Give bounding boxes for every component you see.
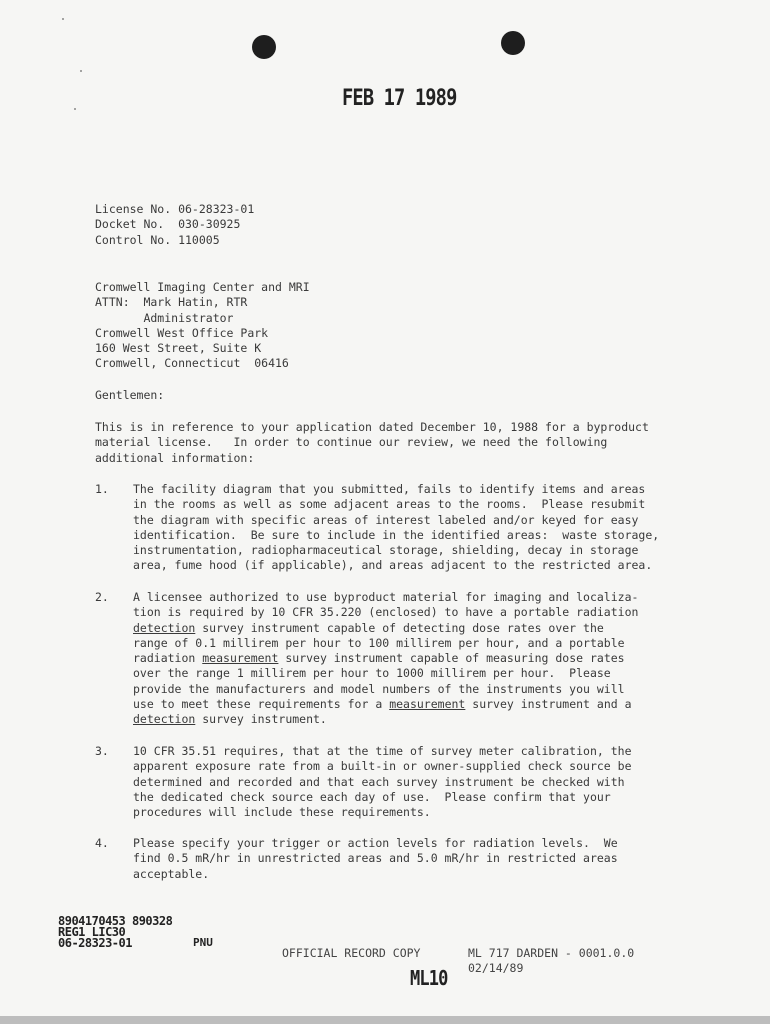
intro-line: material license. In order to continue our review, we need the following <box>95 435 608 450</box>
item-line: in the rooms as well as some adjacent areas to the rooms. Please resubmit <box>133 497 646 512</box>
item-line: acceptable. <box>133 866 210 881</box>
item-line: over the range 1 millirem per hour to 1000 millirem per hour. Please <box>133 666 611 681</box>
salutation-text: Gentlemen: <box>95 388 165 402</box>
control-id-line: 8904170453 890328 <box>58 914 173 928</box>
item-line: detection survey instrument. <box>133 712 327 727</box>
item-number: 3. <box>95 744 109 758</box>
control-id-line: 06-28323-01 <box>58 936 132 950</box>
item-line: use to meet these requirements for a measurement survey instrument and a <box>133 697 632 712</box>
received-date-stamp: FEB 17 1989 <box>342 86 457 111</box>
intro-line: This is in reference to your application dated December 10, 1988 for a byproduct <box>95 420 649 434</box>
scan-edge <box>0 1016 770 1024</box>
address-line: 160 West Street, Suite K <box>95 341 262 356</box>
punch-hole-left <box>252 35 276 59</box>
item-body <box>133 744 632 820</box>
item-line: determined and recorded and that each survey instrument be checked with <box>133 774 625 789</box>
item-line: find 0.5 mR/hr in unrestricted areas and 5.0 mR/hr in restricted areas <box>133 851 618 866</box>
address-line: Cromwell West Office Park <box>95 325 269 340</box>
address-line: Administrator <box>95 310 234 325</box>
reference-date: 02/14/89 <box>468 961 524 975</box>
ml-stamp: ML10 <box>410 966 448 990</box>
item-line: detection survey instrument capable of detecting dose rates over the <box>133 620 604 635</box>
item-number: 2. <box>95 590 109 604</box>
item-line: 10 CFR 35.51 requires, that at the time of survey meter calibration, the <box>133 744 632 758</box>
docket-number: Docket No. 030-30925 <box>95 217 241 232</box>
address-line: Cromwell, Connecticut 06416 <box>95 356 289 371</box>
scan-speck <box>62 18 64 20</box>
item-line: instrumentation, radiopharmaceutical storage, shielding, decay in storage <box>133 543 639 558</box>
official-record-label: OFFICIAL RECORD COPY <box>282 946 421 960</box>
license-number: License No. 06-28323-01 <box>95 202 255 216</box>
document-reference <box>468 946 634 976</box>
item-line: tion is required by 10 CFR 35.220 (enclosed) to have a portable radiation <box>133 605 639 620</box>
salutation <box>95 388 164 403</box>
item-line: area, fume hood (if applicable), and areas adjacent to the restricted area. <box>133 558 653 573</box>
item-body <box>133 590 638 728</box>
item-line: procedures will include these requirements. <box>133 805 431 820</box>
control-number: Control No. 110005 <box>95 232 220 247</box>
scan-speck <box>80 70 82 72</box>
recipient-address <box>95 280 310 372</box>
reference-line: ML 717 DARDEN - 0001.0.0 <box>468 946 635 960</box>
item-body <box>133 836 618 882</box>
item-line: provide the manufacturers and model numbers of the instruments you will <box>133 681 625 696</box>
item-line: the dedicated check source each day of use. Please confirm that your <box>133 789 611 804</box>
item-number: 4. <box>95 836 109 850</box>
intro-line: additional information: <box>95 450 255 465</box>
item-line: The facility diagram that you submitted, fails to identify items and areas <box>133 482 646 496</box>
item-line: apparent exposure rate from a built-in or owner-supplied check source be <box>133 759 632 774</box>
item-line: Please specify your trigger or action levels for radiation levels. We <box>133 836 618 850</box>
item-line: A licensee authorized to use byproduct material for imaging and localiza- <box>133 590 639 604</box>
item-number: 1. <box>95 482 109 496</box>
item-body <box>133 482 659 574</box>
reference-numbers <box>95 202 254 248</box>
document-control-number <box>58 916 172 949</box>
item-line: radiation measurement survey instrument capable of measuring dose rates <box>133 651 625 666</box>
control-id-line: REG1 LIC30 <box>58 925 126 939</box>
address-line: ATTN: Mark Hatin, RTR <box>95 295 248 310</box>
punch-hole-right <box>501 31 525 55</box>
item-line: identification. Be sure to include in the identified areas: waste storage, <box>133 527 660 542</box>
scan-speck <box>74 108 76 110</box>
address-line: Cromwell Imaging Center and MRI <box>95 280 310 294</box>
intro-paragraph <box>95 420 649 466</box>
item-line: the diagram with specific areas of interest labeled and/or keyed for easy <box>133 512 639 527</box>
item-line: range of 0.1 millirem per hour to 100 millirem per hour, and a portable <box>133 635 625 650</box>
pnu-code: PNU <box>193 936 213 949</box>
